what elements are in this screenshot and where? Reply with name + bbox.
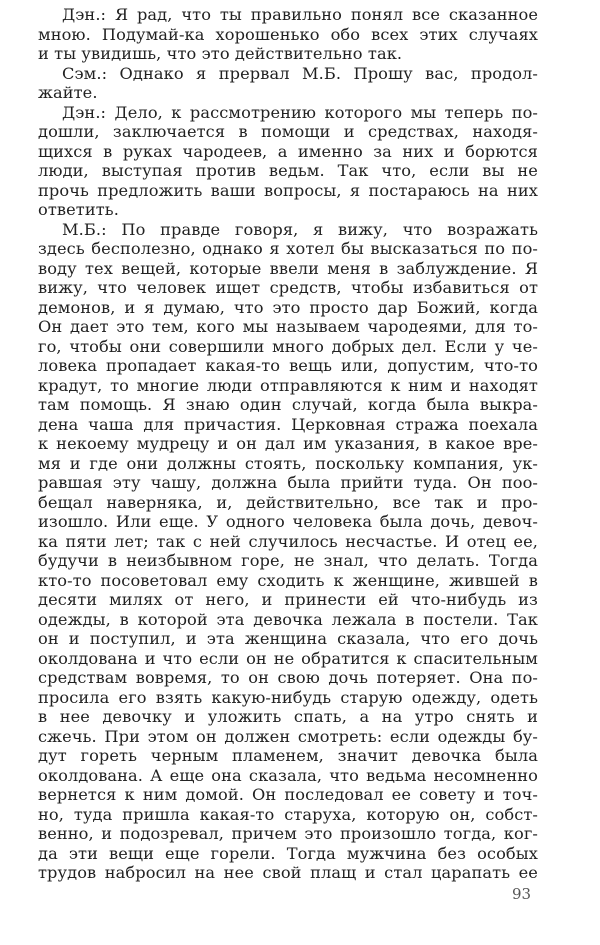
text-line: трудов набросил на нее свой плащ и стал царапать ее (38, 863, 538, 882)
text-line: Дэн.: Я рад, что ты правильно понял все сказанное (62, 5, 538, 24)
page-number: 93 (512, 885, 532, 903)
text-line: люди, выступая против ведьм. Так что, если вы не (38, 161, 538, 180)
text-line: Сэм.: Однако я прервал М.Б. Прошу вас, продол- (62, 63, 538, 83)
text-line: равшая эту чашу, должна была прийти туда. Он поо- (38, 473, 538, 492)
text-line: венно, и подозревал, причем это произошло тогда, ког- (38, 824, 538, 843)
text-line: он и поступил, и эта женщина сказала, что его дочь (38, 629, 538, 648)
text-line: ка пяти лет; так с ней случилось несчастье. И отец ее, (38, 531, 538, 551)
text-line: го, чтобы они совершили много добрых дел. Если у че- (38, 336, 538, 356)
text-line: да эти вещи еще горели. Тогда мужчина без особых (38, 843, 538, 863)
text-line: жайте. (38, 83, 98, 102)
text-line: изошло. Или еще. У одного человека была дочь, девоч- (38, 512, 538, 531)
text-line: но, туда пришла какая-то старуха, которую он, собст- (38, 804, 538, 824)
text-line: кто-то посоветовал ему сходить к женщине, жившей в (38, 570, 538, 590)
text-line: мя и где они должны стоять, поскольку компания, ук- (38, 453, 538, 473)
text-line: просила его взять какую-нибудь старую одежду, одеть (38, 687, 538, 707)
text-line: Дэн.: Дело, к рассмотрению которого мы теперь по- (62, 102, 538, 122)
text-line: одежды, в которой эта девочка лежала в постели. Так (38, 609, 538, 629)
text-line: ответить. (38, 200, 119, 219)
text-line: околдована. А еще она сказала, что ведьма несомненно (38, 765, 538, 785)
text-line: и ты увидишь, что это действительно так. (38, 44, 403, 63)
text-line: Он дает это тем, кого мы называем чародеями, для то- (38, 317, 538, 336)
text-line: десяти милях от него, и принести ей что-нибудь из (38, 590, 538, 609)
text-line: прочь предложить ваши вопросы, я постараюсь на них (38, 180, 538, 200)
text-line: средствам вовремя, то он свою дочь потеряет. Она по- (38, 668, 538, 687)
text-line: дена чаша для причастия. Церковная стража поехала (38, 414, 538, 434)
text-line: воду тех вещей, которые ввели меня в заблуждение. Я (38, 258, 538, 278)
text-line: в нее девочку и уложить спать, а на утро снять и (38, 707, 538, 726)
text-line: М.Б.: По правде говоря, я вижу, что возражать (62, 219, 538, 239)
text-line: околдована и что если он не обратится к спасительным (38, 648, 538, 668)
text-line: демонов, и я думаю, что это просто дар Божий, когда (38, 297, 538, 317)
text-line: вернется к ним домой. Он последовал ее совету и точ- (38, 785, 538, 804)
page-body-text (38, 5, 538, 883)
text-line: крадут, то многие люди отправляются к ним и находят (38, 375, 538, 395)
text-line: там помощь. Я знаю один случай, когда была выкра- (38, 395, 538, 414)
text-line: здесь бесполезно, однако я хотел бы высказаться по по- (38, 239, 538, 258)
text-line: мною. Подумай-ка хорошенько обо всех этих случаях (38, 24, 538, 44)
text-line: дошли, заключается в помощи и средствах, находя- (38, 122, 538, 141)
text-line: дут гореть черным пламенем, значит девочка была (38, 746, 538, 765)
text-line: к некоему мудрецу и он дал им указания, в какое вре- (38, 434, 538, 453)
text-line: щихся в руках чародеев, а именно за них и борются (38, 141, 538, 161)
text-line: вижу, что человек ищет средств, чтобы избавиться от (38, 278, 538, 297)
text-line: сжечь. При этом он должен смотреть: если одежды бу- (38, 726, 538, 746)
text-line: будучи в неизбывном горе, не знал, что делать. Тогда (38, 551, 538, 570)
text-line: бещал наверняка, и, действительно, все так и про- (38, 492, 538, 512)
text-line: ловека пропадает какая-то вещь или, допустим, что-то (38, 356, 538, 375)
